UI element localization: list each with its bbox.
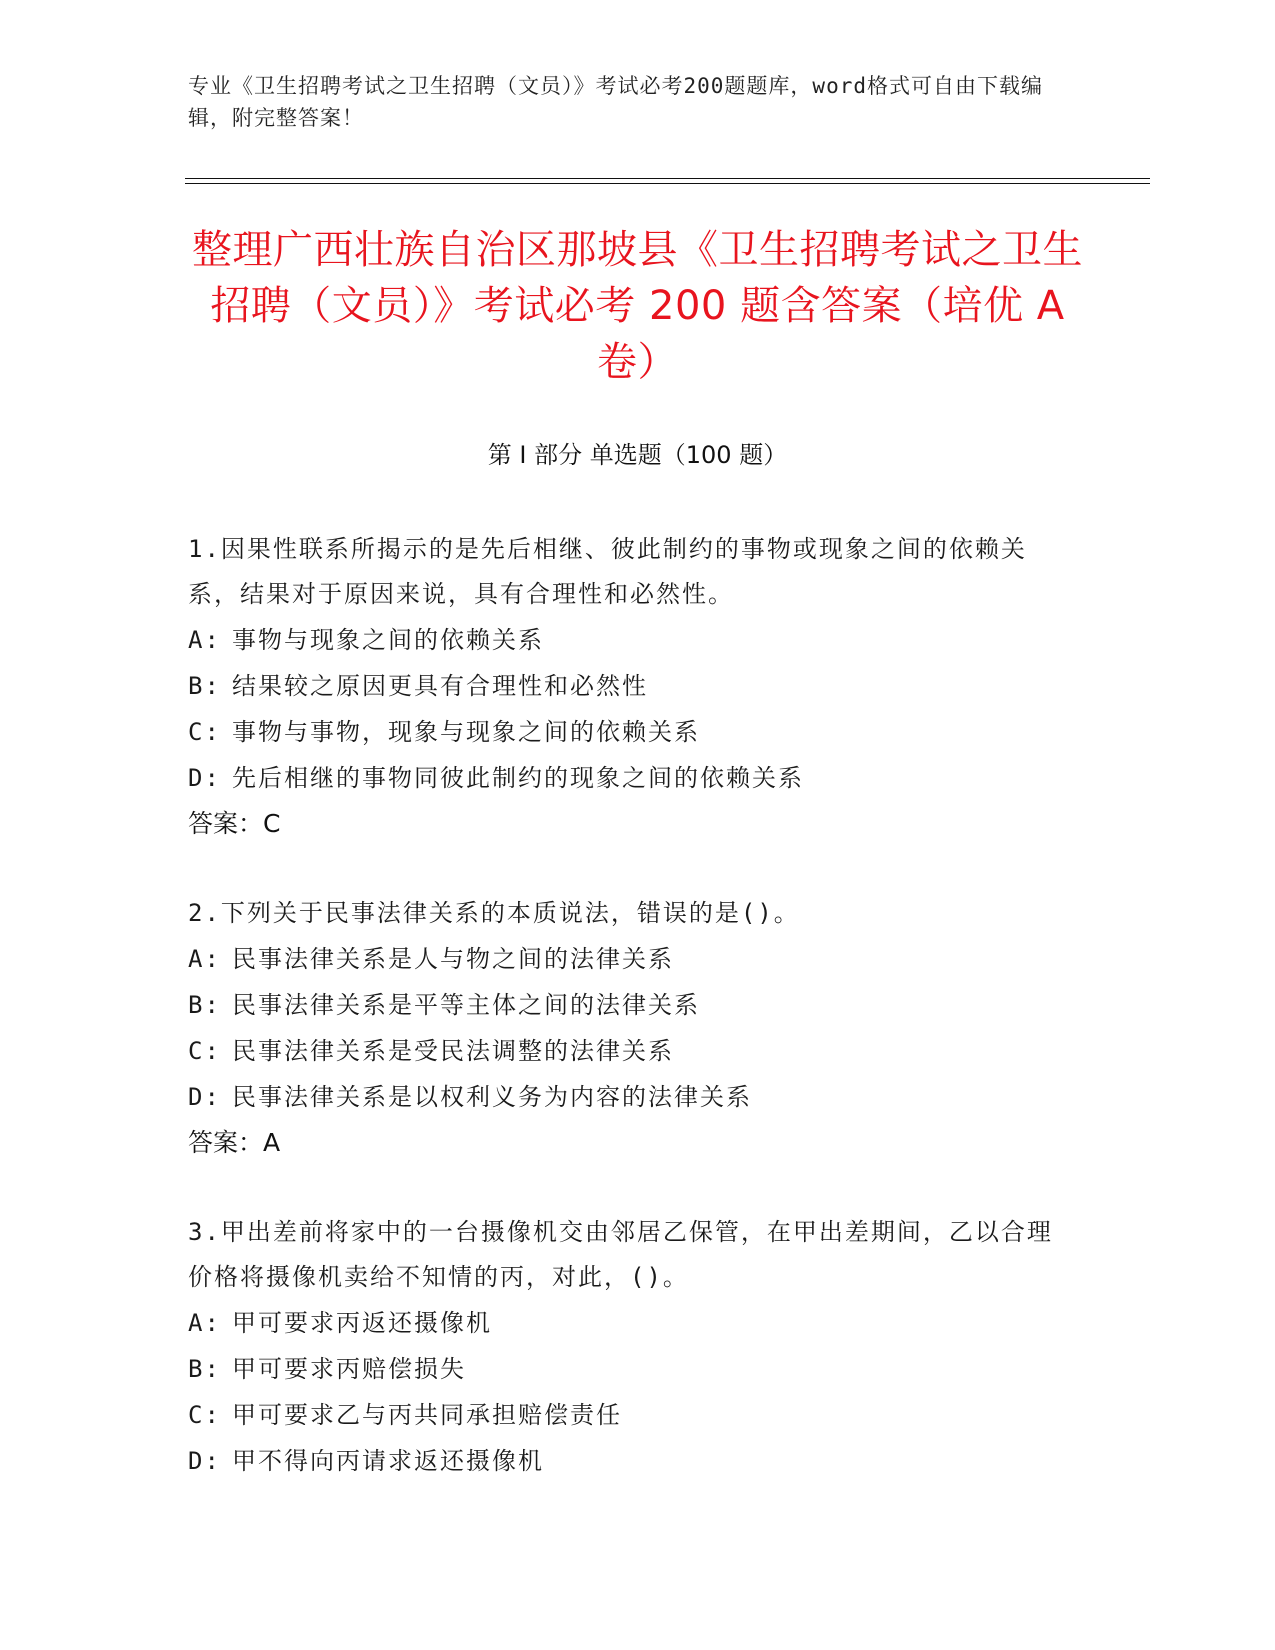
option-d: [188, 755, 1068, 801]
header-note: 专业《卫生招聘考试之卫生招聘（文员）》考试必考200题题库，word格式可自由下载编辑，附完整答案！: [188, 74, 1043, 130]
option-key: B:: [188, 1355, 221, 1383]
option-text: 结果较之原因更具有合理性和必然性: [232, 672, 648, 700]
option-b: [188, 1346, 1068, 1392]
question-2: [188, 891, 1068, 1166]
header-divider-bottom: [185, 183, 1150, 184]
option-key: A:: [188, 945, 221, 973]
option-b: [188, 982, 1068, 1028]
option-text: 甲可要求丙赔偿损失: [232, 1355, 466, 1383]
question-text: 2.下列关于民事法律关系的本质说法，错误的是()。: [188, 899, 800, 927]
document-title: 整理广西壮族自治区那坡县《卫生招聘考试之卫生招聘（文员）》考试必考 200 题含答案（培优 A 卷）: [192, 227, 1083, 385]
option-text: 甲不得向丙请求返还摄像机: [232, 1447, 544, 1475]
option-key: C:: [188, 1037, 221, 1065]
option-text: 民事法律关系是平等主体之间的法律关系: [232, 991, 700, 1019]
question-text: 1.因果性联系所揭示的是先后相继、彼此制约的事物或现象之间的依赖关系，结果对于原因来说，具有合理性和必然性。: [188, 535, 1027, 608]
option-text: 事物与事物，现象与现象之间的依赖关系: [232, 718, 700, 746]
option-a: [188, 1300, 1068, 1346]
option-a: [188, 617, 1068, 663]
option-key: D:: [188, 1083, 221, 1111]
option-key: C:: [188, 1401, 221, 1429]
option-text: 甲可要求乙与丙共同承担赔偿责任: [232, 1401, 622, 1429]
option-b: [188, 663, 1068, 709]
option-c: [188, 1028, 1068, 1074]
question-list: [188, 527, 1068, 1528]
answer-line: 答案：A: [188, 1128, 281, 1157]
option-text: 甲可要求丙返还摄像机: [232, 1309, 492, 1337]
option-key: B:: [188, 672, 221, 700]
option-c: [188, 1392, 1068, 1438]
answer-line: 答案：C: [188, 809, 281, 838]
option-key: C:: [188, 718, 221, 746]
option-key: D:: [188, 1447, 221, 1475]
option-text: 民事法律关系是人与物之间的法律关系: [232, 945, 674, 973]
option-key: A:: [188, 626, 221, 654]
question-1: [188, 527, 1068, 847]
question-text: 3.甲出差前将家中的一台摄像机交由邻居乙保管，在甲出差期间，乙以合理价格将摄像机卖给不知情的丙，对此，()。: [188, 1218, 1053, 1291]
option-d: [188, 1438, 1068, 1484]
section-title: 第 I 部分 单选题（100 题）: [487, 441, 788, 469]
option-text: 民事法律关系是受民法调整的法律关系: [232, 1037, 674, 1065]
option-text: 民事法律关系是以权利义务为内容的法律关系: [232, 1083, 752, 1111]
option-d: [188, 1074, 1068, 1120]
option-text: 事物与现象之间的依赖关系: [232, 626, 544, 654]
option-key: A:: [188, 1309, 221, 1337]
question-3: [188, 1210, 1068, 1484]
option-text: 先后相继的事物同彼此制约的现象之间的依赖关系: [232, 764, 804, 792]
option-c: [188, 709, 1068, 755]
option-key: D:: [188, 764, 221, 792]
option-key: B:: [188, 991, 221, 1019]
option-a: [188, 936, 1068, 982]
header-divider-top: [185, 178, 1150, 179]
